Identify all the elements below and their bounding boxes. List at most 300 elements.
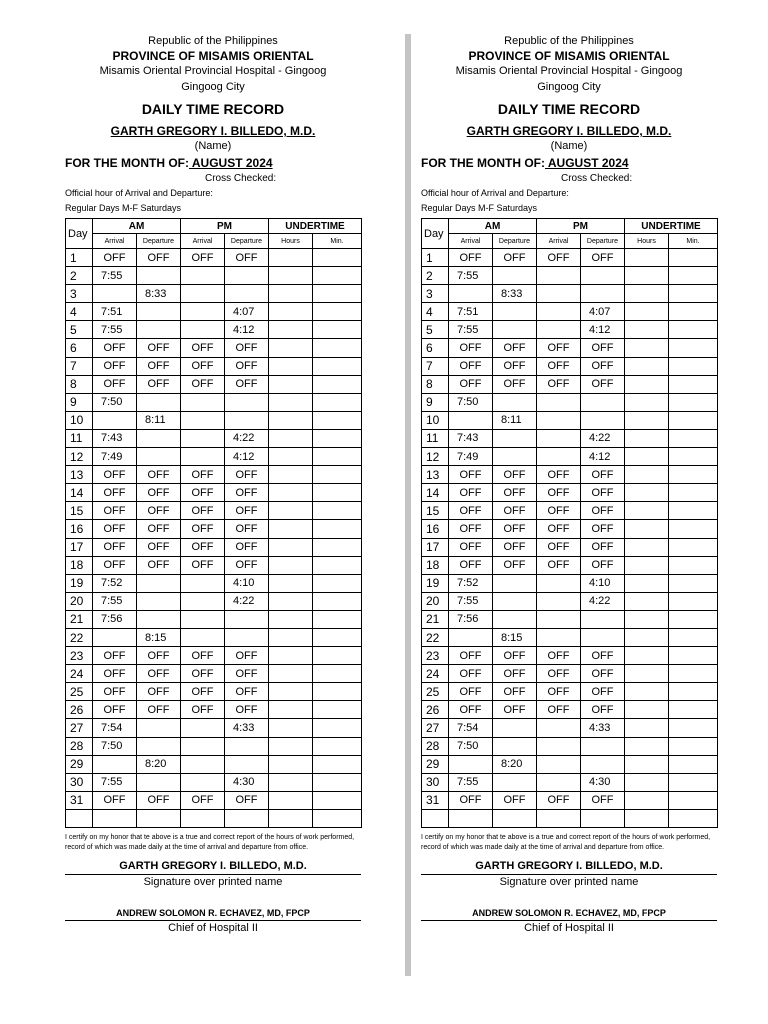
am-departure-cell: OFF bbox=[137, 502, 181, 520]
pm-arrival-cell bbox=[537, 429, 581, 447]
pm-arrival-cell: OFF bbox=[537, 647, 581, 665]
undertime-hours-cell bbox=[625, 592, 669, 610]
time-record-body bbox=[422, 249, 718, 828]
am-arrival-cell: 7:43 bbox=[449, 429, 493, 447]
am-departure-cell: OFF bbox=[137, 466, 181, 484]
undertime-min-cell bbox=[669, 357, 718, 375]
pm-departure-cell: OFF bbox=[225, 791, 269, 809]
pm-arrival-cell bbox=[181, 448, 225, 466]
undertime-min-cell bbox=[669, 429, 718, 447]
pm-arrival-cell: OFF bbox=[181, 484, 225, 502]
undertime-hours-cell bbox=[625, 520, 669, 538]
am-arrival-cell: OFF bbox=[449, 791, 493, 809]
undertime-hours-cell bbox=[269, 520, 313, 538]
day-header: Day bbox=[66, 219, 93, 249]
undertime-hours-cell bbox=[625, 574, 669, 592]
pm-arrival-cell: OFF bbox=[181, 556, 225, 574]
pm-arrival-cell bbox=[537, 773, 581, 791]
am-arrival-cell: 7:56 bbox=[93, 610, 137, 628]
employee-name: GARTH GREGORY I. BILLEDO, M.D. bbox=[110, 124, 316, 138]
am-departure-cell bbox=[137, 429, 181, 447]
day-row bbox=[66, 592, 362, 610]
pm-arrival-cell: OFF bbox=[181, 538, 225, 556]
am-departure-cell: OFF bbox=[493, 538, 537, 556]
am-departure-cell bbox=[493, 773, 537, 791]
day-number: 28 bbox=[66, 737, 93, 755]
am-arrival-cell: 7:50 bbox=[93, 737, 137, 755]
day-row bbox=[422, 448, 718, 466]
blank-cell bbox=[313, 809, 362, 827]
am-departure-cell bbox=[493, 737, 537, 755]
pm-arrival-cell bbox=[537, 719, 581, 737]
am-departure-cell: OFF bbox=[137, 375, 181, 393]
undertime-hours-cell bbox=[625, 339, 669, 357]
official-hours: Official hour of Arrival and Departure: bbox=[421, 188, 569, 198]
pm-departure-cell: 4:07 bbox=[581, 303, 625, 321]
day-number: 26 bbox=[66, 701, 93, 719]
undertime-min-cell bbox=[669, 592, 718, 610]
pm-departure-cell: 4:30 bbox=[225, 773, 269, 791]
day-row bbox=[66, 520, 362, 538]
day-row bbox=[66, 647, 362, 665]
day-row bbox=[422, 520, 718, 538]
am-departure-cell bbox=[137, 448, 181, 466]
undertime-hours-cell bbox=[625, 411, 669, 429]
day-number: 3 bbox=[66, 285, 93, 303]
day-row bbox=[422, 647, 718, 665]
cross-checked: Cross Checked: bbox=[205, 173, 277, 184]
hours-header: Hours bbox=[625, 234, 669, 249]
pm-departure-header: Departure bbox=[581, 234, 625, 249]
undertime-min-cell bbox=[313, 665, 362, 683]
pm-departure-cell: OFF bbox=[581, 249, 625, 267]
undertime-min-cell bbox=[669, 249, 718, 267]
undertime-hours-cell bbox=[269, 339, 313, 357]
undertime-min-cell bbox=[313, 773, 362, 791]
day-number: 30 bbox=[66, 773, 93, 791]
am-arrival-cell: OFF bbox=[93, 647, 137, 665]
pm-departure-cell: OFF bbox=[581, 556, 625, 574]
pm-arrival-cell bbox=[181, 773, 225, 791]
pm-arrival-cell: OFF bbox=[181, 791, 225, 809]
am-arrival-cell: OFF bbox=[449, 375, 493, 393]
pm-arrival-cell bbox=[181, 737, 225, 755]
day-row bbox=[66, 791, 362, 809]
day-number: 19 bbox=[66, 574, 93, 592]
certification-text: I certify on my honor that te above is a true and correct report of the hours of work performed, record of which was made daily at the time of arrival and departure from office. bbox=[421, 834, 711, 851]
am-departure-cell: OFF bbox=[493, 701, 537, 719]
am-arrival-cell: OFF bbox=[93, 538, 137, 556]
am-arrival-cell: 7:50 bbox=[93, 393, 137, 411]
undertime-header: UNDERTIME bbox=[269, 219, 362, 234]
pm-arrival-cell bbox=[181, 610, 225, 628]
day-number: 6 bbox=[422, 339, 449, 357]
day-number: 9 bbox=[422, 393, 449, 411]
undertime-hours-cell bbox=[269, 701, 313, 719]
am-arrival-cell: OFF bbox=[93, 683, 137, 701]
day-number: 15 bbox=[422, 502, 449, 520]
am-arrival-cell: 7:50 bbox=[449, 737, 493, 755]
undertime-hours-cell bbox=[269, 683, 313, 701]
day-row bbox=[422, 592, 718, 610]
undertime-hours-cell bbox=[269, 303, 313, 321]
pm-arrival-cell: OFF bbox=[537, 683, 581, 701]
am-departure-cell bbox=[137, 393, 181, 411]
undertime-min-cell bbox=[669, 755, 718, 773]
am-arrival-cell: OFF bbox=[449, 249, 493, 267]
am-departure-cell bbox=[493, 303, 537, 321]
employee-name: GARTH GREGORY I. BILLEDO, M.D. bbox=[466, 124, 672, 138]
am-arrival-cell: 7:51 bbox=[449, 303, 493, 321]
undertime-min-cell bbox=[669, 538, 718, 556]
pm-arrival-cell: OFF bbox=[181, 683, 225, 701]
day-row bbox=[66, 683, 362, 701]
day-row bbox=[422, 357, 718, 375]
undertime-hours-cell bbox=[625, 357, 669, 375]
am-arrival-cell: OFF bbox=[93, 484, 137, 502]
time-record-table bbox=[65, 218, 362, 828]
am-departure-cell: OFF bbox=[137, 339, 181, 357]
undertime-min-cell bbox=[313, 592, 362, 610]
am-departure-cell bbox=[493, 429, 537, 447]
pm-departure-cell: 4:33 bbox=[581, 719, 625, 737]
day-number: 23 bbox=[422, 647, 449, 665]
undertime-min-cell bbox=[313, 628, 362, 646]
pm-departure-cell: OFF bbox=[581, 701, 625, 719]
am-arrival-cell: OFF bbox=[93, 339, 137, 357]
pm-departure-cell bbox=[581, 755, 625, 773]
day-number: 13 bbox=[66, 466, 93, 484]
day-row bbox=[422, 466, 718, 484]
pm-arrival-cell: OFF bbox=[181, 647, 225, 665]
day-row bbox=[422, 285, 718, 303]
am-arrival-cell: 7:56 bbox=[449, 610, 493, 628]
day-row bbox=[422, 719, 718, 737]
undertime-min-cell bbox=[313, 755, 362, 773]
am-departure-cell bbox=[137, 592, 181, 610]
form-title: DAILY TIME RECORD bbox=[497, 101, 641, 117]
am-arrival-cell: OFF bbox=[93, 375, 137, 393]
day-row bbox=[66, 411, 362, 429]
am-arrival-cell: OFF bbox=[449, 665, 493, 683]
pm-arrival-cell bbox=[537, 755, 581, 773]
am-arrival-cell: OFF bbox=[93, 520, 137, 538]
pm-arrival-cell bbox=[537, 267, 581, 285]
day-row bbox=[422, 683, 718, 701]
am-arrival-cell: OFF bbox=[449, 466, 493, 484]
signature-label: Signature over printed name bbox=[143, 876, 283, 888]
am-arrival-cell: 7:55 bbox=[93, 321, 137, 339]
am-departure-cell: 8:20 bbox=[493, 755, 537, 773]
day-number: 18 bbox=[66, 556, 93, 574]
day-number: 29 bbox=[66, 755, 93, 773]
am-arrival-cell: 7:55 bbox=[449, 592, 493, 610]
pm-arrival-cell: OFF bbox=[537, 357, 581, 375]
republic-line: Republic of the Philippines bbox=[504, 35, 634, 47]
pm-arrival-header: Arrival bbox=[537, 234, 581, 249]
blank-cell bbox=[225, 809, 269, 827]
pm-arrival-cell bbox=[537, 321, 581, 339]
pm-arrival-cell bbox=[537, 411, 581, 429]
undertime-min-cell bbox=[313, 249, 362, 267]
chief-title: Chief of Hospital II bbox=[168, 922, 258, 934]
pm-departure-cell bbox=[225, 628, 269, 646]
day-row bbox=[422, 773, 718, 791]
day-row bbox=[66, 321, 362, 339]
blank-row bbox=[66, 809, 362, 827]
am-arrival-cell bbox=[449, 411, 493, 429]
am-arrival-cell bbox=[93, 628, 137, 646]
day-number: 13 bbox=[422, 466, 449, 484]
day-number: 11 bbox=[422, 429, 449, 447]
am-arrival-cell: 7:54 bbox=[93, 719, 137, 737]
am-departure-cell bbox=[493, 393, 537, 411]
pm-arrival-cell: OFF bbox=[537, 791, 581, 809]
day-row bbox=[66, 538, 362, 556]
pm-arrival-cell: OFF bbox=[181, 357, 225, 375]
day-number: 8 bbox=[66, 375, 93, 393]
pm-arrival-cell bbox=[181, 628, 225, 646]
am-departure-cell: OFF bbox=[137, 647, 181, 665]
day-row bbox=[66, 755, 362, 773]
am-departure-cell: OFF bbox=[493, 249, 537, 267]
min-header: Min. bbox=[669, 234, 718, 249]
pm-departure-cell bbox=[581, 393, 625, 411]
am-arrival-cell: OFF bbox=[93, 556, 137, 574]
day-number: 14 bbox=[422, 484, 449, 502]
undertime-hours-cell bbox=[625, 249, 669, 267]
day-row bbox=[422, 610, 718, 628]
pm-departure-cell: OFF bbox=[225, 701, 269, 719]
undertime-hours-cell bbox=[269, 466, 313, 484]
am-arrival-cell: OFF bbox=[93, 701, 137, 719]
undertime-hours-cell bbox=[625, 737, 669, 755]
am-arrival-cell: 7:55 bbox=[93, 592, 137, 610]
am-departure-cell: OFF bbox=[493, 520, 537, 538]
pm-arrival-cell: OFF bbox=[537, 701, 581, 719]
name-label: (Name) bbox=[550, 140, 588, 152]
day-row bbox=[422, 556, 718, 574]
day-row bbox=[66, 393, 362, 411]
undertime-min-cell bbox=[313, 339, 362, 357]
pm-departure-cell: OFF bbox=[225, 502, 269, 520]
am-departure-cell: OFF bbox=[137, 484, 181, 502]
blank-cell bbox=[137, 809, 181, 827]
pm-departure-cell bbox=[225, 267, 269, 285]
dtr-form-left bbox=[65, 34, 361, 935]
undertime-hours-cell bbox=[625, 466, 669, 484]
day-number: 5 bbox=[66, 321, 93, 339]
day-row bbox=[66, 665, 362, 683]
pm-arrival-cell: OFF bbox=[181, 701, 225, 719]
am-departure-cell: OFF bbox=[137, 683, 181, 701]
undertime-min-cell bbox=[669, 773, 718, 791]
pm-departure-cell: 4:10 bbox=[581, 574, 625, 592]
undertime-header: UNDERTIME bbox=[625, 219, 718, 234]
day-number: 12 bbox=[66, 448, 93, 466]
certification-text: I certify on my honor that te above is a true and correct report of the hours of work performed, record of which was made daily at the time of arrival and departure from office. bbox=[65, 834, 355, 851]
pm-arrival-cell bbox=[537, 592, 581, 610]
am-departure-cell bbox=[493, 267, 537, 285]
pm-departure-cell bbox=[225, 755, 269, 773]
day-number: 21 bbox=[66, 610, 93, 628]
day-number: 1 bbox=[66, 249, 93, 267]
undertime-hours-cell bbox=[269, 249, 313, 267]
pm-arrival-cell bbox=[181, 303, 225, 321]
day-number: 16 bbox=[422, 520, 449, 538]
form-title: DAILY TIME RECORD bbox=[141, 101, 285, 117]
am-departure-cell: 8:11 bbox=[493, 411, 537, 429]
am-departure-cell bbox=[137, 321, 181, 339]
undertime-hours-cell bbox=[625, 303, 669, 321]
am-departure-header: Departure bbox=[137, 234, 181, 249]
undertime-hours-cell bbox=[625, 773, 669, 791]
undertime-min-cell bbox=[669, 647, 718, 665]
am-departure-cell: OFF bbox=[137, 701, 181, 719]
am-departure-cell bbox=[137, 267, 181, 285]
pm-departure-cell: 4:22 bbox=[581, 429, 625, 447]
undertime-hours-cell bbox=[269, 321, 313, 339]
undertime-hours-cell bbox=[269, 773, 313, 791]
day-number: 17 bbox=[66, 538, 93, 556]
day-number: 18 bbox=[422, 556, 449, 574]
day-row bbox=[422, 574, 718, 592]
undertime-min-cell bbox=[313, 520, 362, 538]
undertime-hours-cell bbox=[625, 683, 669, 701]
undertime-hours-cell bbox=[269, 429, 313, 447]
am-departure-cell bbox=[137, 737, 181, 755]
am-arrival-cell: OFF bbox=[449, 556, 493, 574]
undertime-min-cell bbox=[313, 610, 362, 628]
am-departure-cell bbox=[493, 719, 537, 737]
undertime-min-cell bbox=[669, 683, 718, 701]
day-row bbox=[422, 303, 718, 321]
am-departure-cell: 8:15 bbox=[137, 628, 181, 646]
cross-checked: Cross Checked: bbox=[561, 173, 633, 184]
day-number: 26 bbox=[422, 701, 449, 719]
pm-departure-cell: 4:22 bbox=[581, 592, 625, 610]
pm-departure-cell: 4:22 bbox=[225, 429, 269, 447]
day-number: 24 bbox=[422, 665, 449, 683]
undertime-min-cell bbox=[313, 683, 362, 701]
undertime-hours-cell bbox=[269, 628, 313, 646]
pm-arrival-cell: OFF bbox=[181, 249, 225, 267]
pm-departure-cell bbox=[581, 411, 625, 429]
undertime-hours-cell bbox=[625, 502, 669, 520]
pm-departure-cell: 4:12 bbox=[225, 448, 269, 466]
month-label: FOR THE MONTH OF: bbox=[421, 156, 545, 170]
undertime-hours-cell bbox=[269, 393, 313, 411]
undertime-min-cell bbox=[669, 737, 718, 755]
undertime-min-cell bbox=[669, 502, 718, 520]
city-line: Gingoog City bbox=[537, 81, 601, 93]
blank-row bbox=[422, 809, 718, 827]
undertime-min-cell bbox=[313, 267, 362, 285]
day-number: 15 bbox=[66, 502, 93, 520]
undertime-hours-cell bbox=[625, 755, 669, 773]
day-row bbox=[66, 484, 362, 502]
am-arrival-cell: 7:55 bbox=[449, 321, 493, 339]
undertime-hours-cell bbox=[269, 556, 313, 574]
day-number: 31 bbox=[422, 791, 449, 809]
day-row bbox=[422, 538, 718, 556]
pm-arrival-cell: OFF bbox=[537, 484, 581, 502]
pm-departure-cell: OFF bbox=[581, 339, 625, 357]
pm-departure-cell: 4:12 bbox=[225, 321, 269, 339]
am-arrival-cell: OFF bbox=[449, 701, 493, 719]
undertime-hours-cell bbox=[269, 484, 313, 502]
day-row bbox=[422, 393, 718, 411]
day-number: 19 bbox=[422, 574, 449, 592]
am-arrival-cell: 7:49 bbox=[449, 448, 493, 466]
am-arrival-cell: 7:51 bbox=[93, 303, 137, 321]
pm-departure-cell: OFF bbox=[581, 647, 625, 665]
undertime-hours-cell bbox=[269, 755, 313, 773]
dtr-form-right bbox=[421, 34, 717, 935]
undertime-hours-cell bbox=[269, 357, 313, 375]
am-arrival-cell bbox=[449, 285, 493, 303]
pm-departure-header: Departure bbox=[225, 234, 269, 249]
pm-departure-cell: 4:12 bbox=[581, 321, 625, 339]
chief-name: ANDREW SOLOMON R. ECHAVEZ, MD, FPCP bbox=[65, 907, 361, 921]
undertime-min-cell bbox=[313, 538, 362, 556]
undertime-hours-cell bbox=[269, 411, 313, 429]
month-line bbox=[421, 154, 717, 172]
pm-arrival-cell: OFF bbox=[181, 502, 225, 520]
hospital-line: Misamis Oriental Provincial Hospital - Gingoog bbox=[99, 65, 327, 77]
day-number: 7 bbox=[422, 357, 449, 375]
am-departure-cell bbox=[137, 773, 181, 791]
pm-departure-cell: OFF bbox=[225, 466, 269, 484]
undertime-hours-cell bbox=[269, 665, 313, 683]
pm-departure-cell: 4:33 bbox=[225, 719, 269, 737]
undertime-min-cell bbox=[313, 502, 362, 520]
undertime-min-cell bbox=[669, 321, 718, 339]
day-row bbox=[66, 773, 362, 791]
am-arrival-cell: OFF bbox=[449, 339, 493, 357]
day-row bbox=[66, 502, 362, 520]
undertime-min-cell bbox=[313, 448, 362, 466]
chief-name: ANDREW SOLOMON R. ECHAVEZ, MD, FPCP bbox=[421, 907, 717, 921]
day-number: 7 bbox=[66, 357, 93, 375]
day-row bbox=[422, 755, 718, 773]
day-header: Day bbox=[422, 219, 449, 249]
pm-departure-cell: OFF bbox=[225, 339, 269, 357]
undertime-min-cell bbox=[313, 484, 362, 502]
day-row bbox=[422, 502, 718, 520]
undertime-hours-cell bbox=[269, 448, 313, 466]
day-row bbox=[422, 321, 718, 339]
day-number: 27 bbox=[422, 719, 449, 737]
pm-arrival-cell bbox=[181, 267, 225, 285]
am-arrival-cell: 7:55 bbox=[449, 773, 493, 791]
undertime-min-cell bbox=[669, 411, 718, 429]
undertime-hours-cell bbox=[269, 719, 313, 737]
day-number: 2 bbox=[66, 267, 93, 285]
pm-arrival-cell: OFF bbox=[537, 502, 581, 520]
day-row bbox=[66, 701, 362, 719]
undertime-hours-cell bbox=[625, 267, 669, 285]
undertime-hours-cell bbox=[269, 737, 313, 755]
pm-departure-cell: OFF bbox=[225, 520, 269, 538]
am-arrival-cell: 7:50 bbox=[449, 393, 493, 411]
pm-arrival-cell: OFF bbox=[537, 520, 581, 538]
pm-arrival-cell bbox=[537, 574, 581, 592]
day-number: 10 bbox=[66, 411, 93, 429]
day-row bbox=[66, 285, 362, 303]
am-departure-cell: OFF bbox=[493, 556, 537, 574]
am-departure-cell: 8:20 bbox=[137, 755, 181, 773]
